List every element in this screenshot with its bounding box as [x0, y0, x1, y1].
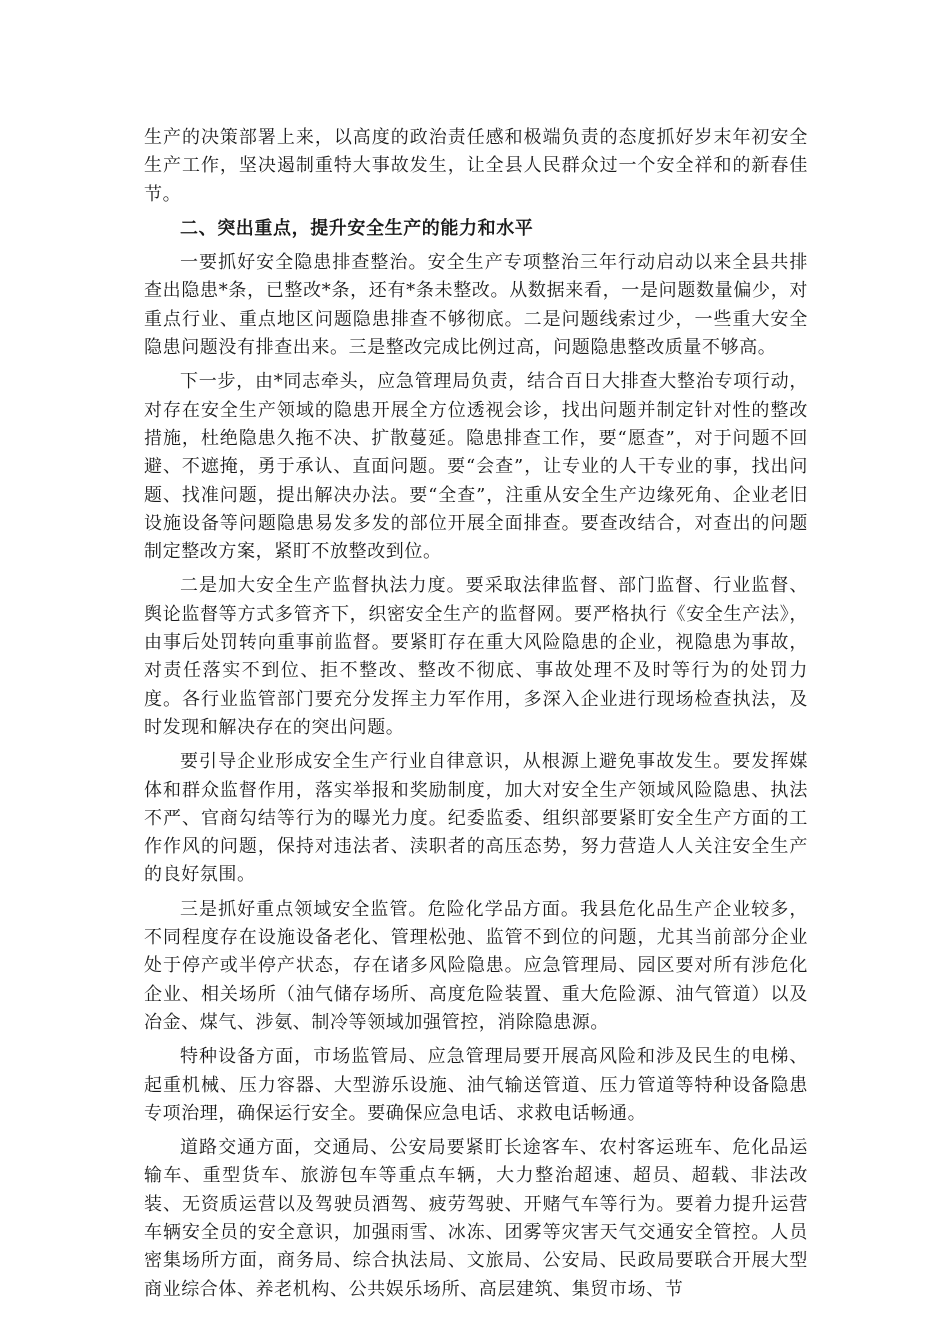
paragraph-next-steps: 下一步，由*同志牵头，应急管理局负责，结合百日大排查大整治专项行动，对存在安全生产领域的隐患开展全方位透视会诊，找出问题并制定针对性的整改措施，杜绝隐患久拖不决、扩散蔓延。隐患排查工作，要“愿查”，对于问题不回避、不遮掩，勇于承认、直面问题。要“会查”，让专业的人干专业的事，找出问题、找准问题，提出解决办法。要“全查”，注重从安全生产边缘死角、企业老旧设施设备等问题隐患易发多发的部位开展全面排查。要查改结合，对查出的问题制定整改方案，紧盯不放整改到位。 — [144, 371, 808, 563]
paragraph-industry-self-discipline: 要引导企业形成安全生产行业自律意识，从根源上避免事故发生。要发挥媒体和群众监督作用，落实举报和奖励制度，加大对安全生产领域风险隐患、执法不严、官商勾结等行为的曝光力度。纪委监委、组织部要紧盯安全生产方面的工作作风的问题，保持对违法者、渎职者的高压态势，努力营造人人关注安全生产的良好氛围。 — [144, 751, 808, 886]
paragraph-road-traffic: 道路交通方面，交通局、公安局要紧盯长途客车、农村客运班车、危化品运输车、重型货车、旅游包车等重点车辆，大力整治超速、超员、超载、非法改装、无资质运营以及驾驶员酒驾、疲劳驾驶、开赌气车等行为。要着力提升运营车辆安全员的安全意识，加强雨雪、冰冻、团雾等灾害天气交通安全管控。人员密集场所方面，商务局、综合执法局、文旅局、公安局、民政局要联合开展大型商业综合体、养老机构、公共娱乐场所、高层建筑、集贸市场、节 — [144, 1137, 808, 1300]
paragraph-continued-intro: 生产的决策部署上来，以高度的政治责任感和极端负责的态度抓好岁末年初安全生产工作，坚决遏制重特大事故发生，让全县人民群众过一个安全祥和的新春佳节。 — [144, 127, 808, 205]
paragraph-hazard-inspection: 一要抓好安全隐患排查整治。安全生产专项整治三年行动启动以来全县共排查出隐患*条，已整改*条，还有*条未整改。从数据来看，一是问题数量偏少，对重点行业、重点地区问题隐患排查不够彻底。二是问题线索过少，一些重大安全隐患问题没有排查出来。三是整改完成比例过高，问题隐患整改质量不够高。 — [144, 252, 808, 359]
paragraph-supervision-enforcement: 二是加大安全生产监督执法力度。要采取法律监督、部门监督、行业监督、舆论监督等方式多管齐下，织密安全生产的监督网。要严格执行《安全生产法》，由事后处罚转向重事前监督。要紧盯存在重大风险隐患的企业，视隐患为事故，对责任落实不到位、拒不整改、整改不彻底、事故处理不及时等行为的处罚力度。各行业监管部门要充分发挥主力军作用，多深入企业进行现场检查执法，及时发现和解决存在的突出问题。 — [144, 575, 808, 738]
document-body — [144, 124, 808, 1310]
paragraph-key-areas-chemicals: 三是抓好重点领域安全监管。危险化学品方面。我县危化品生产企业较多，不同程度存在设施设备老化、管理松弛、监管不到位的问题，尤其当前部分企业处于停产或半停产状态，存在诸多风险隐患。应急管理局、园区要对所有涉危化企业、相关场所（油气储存场所、高度危险装置、重大危险源、油气管道）以及冶金、煤气、涉氨、制冷等领域加强管控，消除隐患源。 — [144, 898, 808, 1033]
paragraph-special-equipment: 特种设备方面，市场监管局、应急管理局要开展高风险和涉及民生的电梯、起重机械、压力容器、大型游乐设施、油气输送管道、压力管道等特种设备隐患专项治理，确保运行安全。要确保应急电话、求救电话畅通。 — [144, 1046, 808, 1124]
section-heading-2: 二、突出重点，提升安全生产的能力和水平 — [180, 217, 534, 239]
